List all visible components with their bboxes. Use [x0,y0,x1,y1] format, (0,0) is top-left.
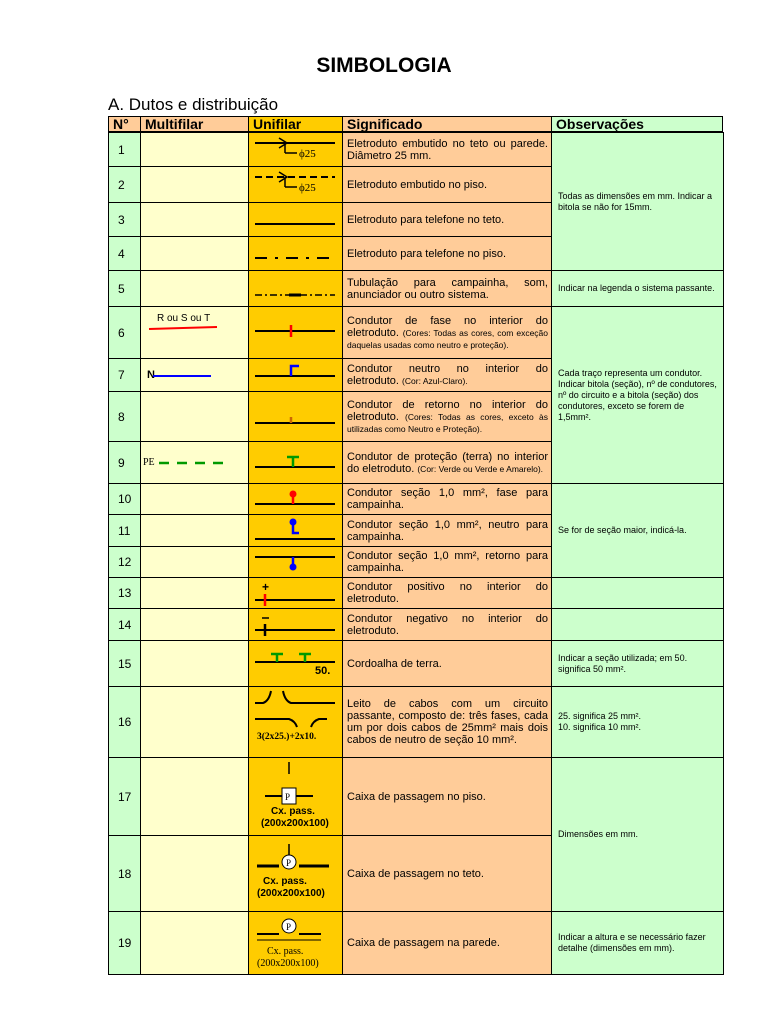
multifilar-cell [140,514,250,547]
multifilar-cell [140,577,250,609]
significado-text: Condutor seção 1,0 mm², fase para campainha. [347,487,548,511]
significado-cell [342,202,553,237]
obs-10-12-text: Se for de seção maior, indicá-la. [558,525,687,535]
unifilar-symbol-4 [249,237,344,271]
obs-5-text: Indicar na legenda o sistema passante. [558,283,715,293]
header-observacoes: Observações [551,116,723,132]
significado-text: Condutor negativo no interior do eletroduto. [347,612,548,637]
color-note: (Cor: Verde ou Verde e Amarelo). [417,463,544,474]
row-number: 5 [108,270,142,307]
multifilar-cell [140,911,250,975]
row-number: 10 [108,483,142,515]
unifilar-cell [248,640,344,687]
row-number: 15 [108,640,142,687]
multifilar-symbol-7 [141,359,250,392]
svg-text:Cx. pass.: Cx. pass. [267,946,304,957]
significado-cell [342,391,553,442]
unifilar-symbol-14 [249,609,344,641]
svg-text:P: P [286,858,292,868]
significado-text: Leito de cabos com um circuito passante, composto de: três fases, cada um por dois cabos de 25mm² mais dois cabos de neutro de seção 10 mm². [347,698,548,746]
unifilar-symbol-6 [249,307,344,359]
significado-cell [342,441,553,484]
unifilar-cell [248,514,344,547]
row-number: 11 [108,514,142,547]
svg-text:(200x200x100): (200x200x100) [261,818,329,829]
row-number: 16 [108,686,142,758]
significado-text: Condutor de proteção (terra) no interior do eletroduto. (Cor: Verde ou Verde e Amarelo). [347,450,548,475]
symbol-table [108,116,723,974]
row-number: 2 [108,166,142,203]
significado-text: Condutor de fase no interior do eletroduto. (Cores: Todas as cores, com exceção daquelas usadas como neutro e proteção). [347,314,549,350]
obs-1-4-text: Todas as dimensões em mm. Indicar a bitola se não for 15mm. [558,190,713,212]
header-n: N° [108,116,141,132]
multifilar-cell [140,835,250,912]
svg-text:R ou S ou T: R ou S ou T [157,313,211,324]
row-number: 17 [108,757,142,836]
significado-text: Eletroduto embutido no piso. [347,178,488,191]
row-number: 14 [108,608,142,641]
obs-19-text: Indicar a altura e se necessário fazer detalhe (dimensões em mm). [558,932,706,953]
unifilar-symbol-10 [249,484,344,515]
unifilar-cell [248,358,344,392]
unifilar-cell [248,236,344,271]
significado-cell [342,911,553,975]
row-number: 7 [108,358,142,392]
multifilar-cell [140,202,250,237]
significado-cell [342,686,553,758]
svg-text:3(2x25.)+2x10.: 3(2x25.)+2x10. [257,732,317,742]
unifilar-symbol-12 [249,547,344,578]
unifilar-cell [248,483,344,515]
unifilar-cell [248,270,344,307]
svg-text:(200x200x100): (200x200x100) [257,888,325,899]
unifilar-symbol-13 [249,578,344,609]
significado-text: Eletroduto embutido no teto ou parede. Diâmetro 25 mm. [347,137,548,162]
significado-cell [342,757,553,836]
significado-cell [342,608,553,641]
significado-text: Cordoalha de terra. [347,657,442,670]
unifilar-cell [248,608,344,641]
significado-cell [342,546,553,578]
obs-17-18 [551,757,724,912]
multifilar-cell [140,358,250,392]
multifilar-symbol-9 [141,442,250,484]
obs-19 [551,911,724,975]
unifilar-symbol-1 [249,133,344,167]
obs-6-9 [551,306,724,484]
obs-16-text: 25. significa 25 mm². 10. significa 10 mm². [558,711,642,732]
unifilar-cell [248,686,344,758]
svg-text:+: + [262,580,270,594]
significado-cell [342,236,553,271]
unifilar-cell [248,757,344,836]
significado-cell [342,306,553,359]
multifilar-cell [140,483,250,515]
svg-text:P: P [285,792,291,802]
row-number: 19 [108,911,142,975]
svg-text:N: N [147,369,155,381]
multifilar-cell [140,391,250,442]
row-number: 12 [108,546,142,578]
obs-16 [551,686,724,758]
row-number: 6 [108,306,142,359]
significado-cell [342,640,553,687]
significado-cell [342,835,553,912]
significado-text: Condutor neutro no interior do eletroduto. (Cor: Azul-Claro). [347,363,548,387]
unifilar-symbol-18 [249,836,344,912]
color-note: (Cores: Todas as cores, com exceção daquelas usadas como neutro e proteção). [347,327,549,350]
unifilar-symbol-16 [249,687,344,758]
header-significado: Significado [342,116,552,132]
unifilar-symbol-19 [249,912,344,975]
unifilar-symbol-8 [249,392,344,442]
multifilar-cell [140,306,250,359]
svg-text:Cx. pass.: Cx. pass. [271,806,315,817]
svg-text:ϕ25: ϕ25 [299,148,316,160]
significado-text: Condutor de retorno no interior do eletroduto. (Cores: Todas as cores, exceto às utilizadas como Neutro e Proteção). [347,398,548,434]
obs-1-4 [551,132,724,271]
significado-cell [342,514,553,547]
row-number: 18 [108,835,142,912]
obs-15 [551,640,724,687]
significado-text: Tubulação para campainha, som, anunciador ou outro sistema. [347,276,548,301]
row-number: 4 [108,236,142,271]
significado-text: Condutor seção 1,0 mm², neutro para campainha. [347,518,548,543]
unifilar-cell [248,202,344,237]
svg-text:P: P [286,922,292,932]
obs-14 [551,608,724,641]
multifilar-cell [140,640,250,687]
unifilar-cell [248,835,344,912]
unifilar-cell [248,911,344,975]
significado-cell [342,270,553,307]
significado-text: Caixa de passagem no teto. [347,867,484,880]
unifilar-symbol-11 [249,515,344,547]
significado-text: Condutor positivo no interior do eletroduto. [347,581,548,605]
obs-5 [551,270,724,307]
unifilar-cell [248,132,344,167]
svg-text:50.: 50. [315,665,331,677]
obs-15-text: Indicar a seção utilizada; em 50. significa 50 mm². [558,652,688,674]
unifilar-symbol-9 [249,442,344,484]
color-note: (Cor: Azul-Claro). [402,376,468,386]
unifilar-symbol-15 [249,641,344,687]
unifilar-cell [248,391,344,442]
significado-cell [342,358,553,392]
page-title: SIMBOLOGIA [316,54,452,77]
obs-17-18-text: Dimensões em mm. [558,829,639,839]
significado-cell [342,166,553,203]
multifilar-cell [140,546,250,578]
obs-6-9-text: Cada traço representa um condutor. Indicar bitola (seção), nº de condutores, nº do circuito e a bitola (seção) dos condutores, exceto se forem de 1,5mm². [558,367,717,422]
row-number: 3 [108,202,142,237]
multifilar-cell [140,441,250,484]
significado-text: Eletroduto para telefone no piso. [347,247,507,260]
header-unifilar: Unifilar [248,116,343,132]
significado-text: Eletroduto para telefone no teto. [347,213,505,226]
significado-cell [342,132,553,167]
multifilar-symbol-6 [141,307,250,359]
unifilar-cell [248,441,344,484]
significado-cell [342,577,553,609]
significado-text: Caixa de passagem no piso. [347,790,486,803]
header-multifilar: Multifilar [140,116,249,132]
row-number: 8 [108,391,142,442]
color-note: (Cores: Todas as cores, exceto às utilizadas como Neutro e Proteção). [347,411,548,434]
row-number: 1 [108,132,142,167]
svg-text:PE: PE [143,457,155,468]
multifilar-cell [140,166,250,203]
svg-text:(200x200x100): (200x200x100) [257,958,319,969]
multifilar-cell [140,236,250,271]
unifilar-cell [248,577,344,609]
svg-text:ϕ25: ϕ25 [299,182,316,194]
section-heading: A. Dutos e distribuição [108,95,279,114]
multifilar-cell [140,270,250,307]
unifilar-symbol-3 [249,203,344,237]
significado-text: Caixa de passagem na parede. [347,937,500,949]
multifilar-cell [140,132,250,167]
row-number: 9 [108,441,142,484]
svg-text:Cx. pass.: Cx. pass. [263,876,307,887]
obs-10-12 [551,483,724,578]
multifilar-cell [140,757,250,836]
obs-13 [551,577,724,609]
unifilar-symbol-5 [249,271,344,307]
unifilar-cell [248,546,344,578]
unifilar-symbol-7 [249,359,344,392]
row-number: 13 [108,577,142,609]
significado-cell [342,483,553,515]
unifilar-cell [248,166,344,203]
unifilar-symbol-2 [249,167,344,203]
unifilar-cell [248,306,344,359]
significado-text: Condutor seção 1,0 mm², retorno para campainha. [347,550,548,574]
unifilar-symbol-17 [249,758,344,836]
multifilar-cell [140,608,250,641]
multifilar-cell [140,686,250,758]
